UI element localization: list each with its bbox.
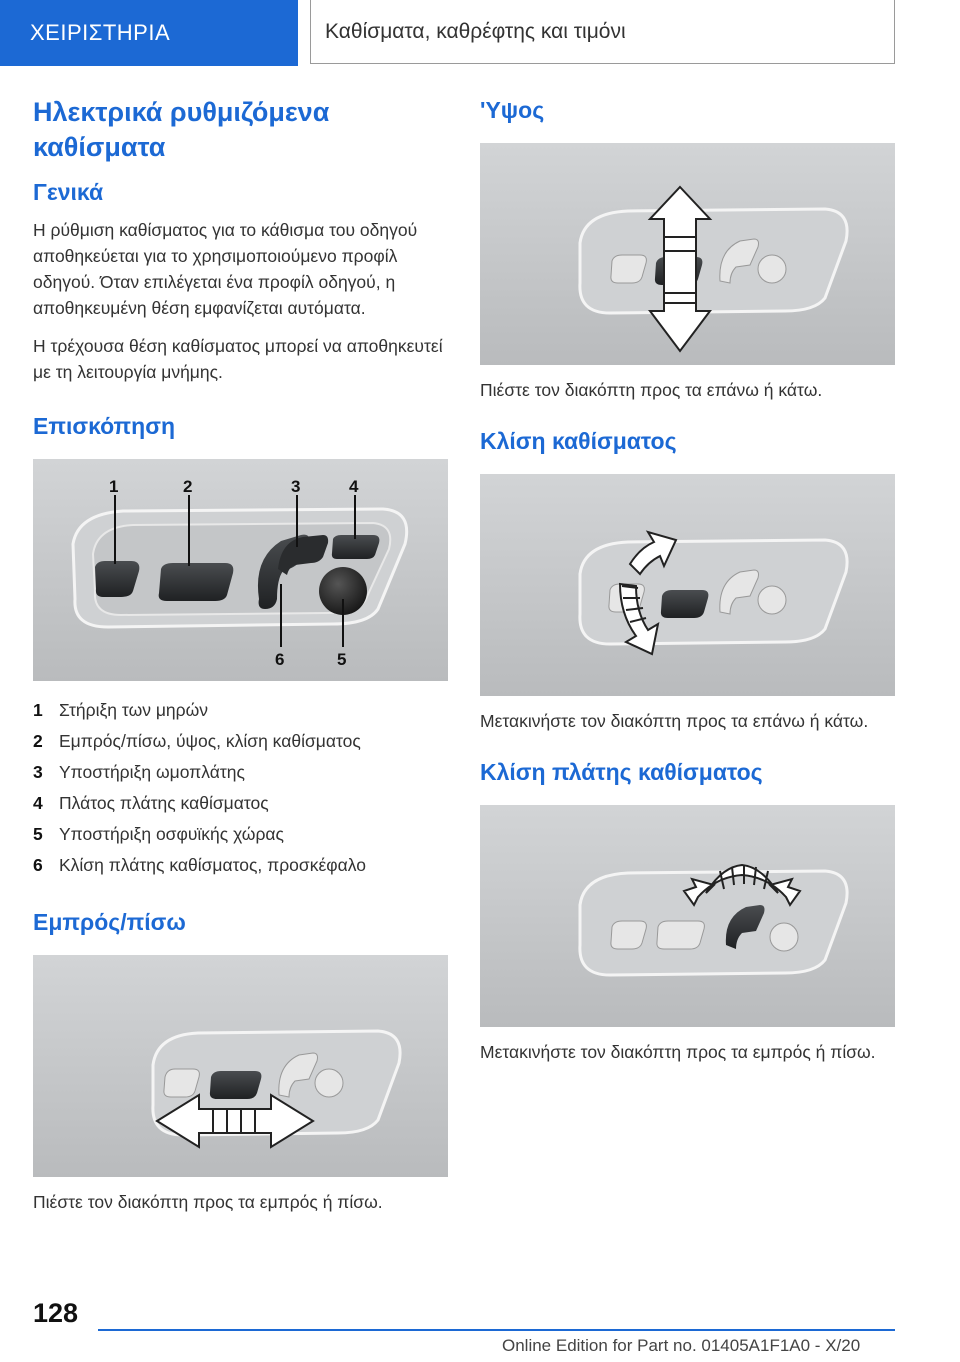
- height-caption: Πιέστε τον διακόπτη προς τα επάνω ή κάτω.: [480, 380, 823, 400]
- callout-3: 3: [291, 477, 301, 496]
- backrest-illustration: [480, 805, 895, 1027]
- general-heading: Γενικά: [33, 179, 104, 205]
- forward-back-caption: Πιέστε τον διακόπτη προς τα εμπρός ή πίσω.: [33, 1192, 383, 1212]
- item-number: 3: [33, 762, 43, 782]
- item-number: 5: [33, 824, 43, 844]
- section-title: Καθίσματα, καθρέφτης και τιμόνι: [310, 0, 895, 64]
- page-title: Ηλεκτρικά ρυθμιζόμενα καθίσματα: [33, 97, 330, 162]
- item-text: Πλάτος πλάτης καθίσματος: [59, 793, 269, 813]
- overview-heading: Επισκόπηση: [33, 413, 175, 439]
- list-item: [33, 788, 448, 819]
- callout-6: 6: [275, 650, 285, 669]
- backrest-heading: Κλίση πλάτης καθίσματος: [480, 759, 763, 785]
- backrest-caption: Μετακινήστε τον διακόπτη προς τα εμπρός ή πίσω.: [480, 1042, 876, 1062]
- item-text: Κλίση πλάτης καθίσματος, προσκέφαλο: [59, 855, 366, 875]
- item-text: Υποστήριξη οσφυϊκής χώρας: [59, 824, 284, 844]
- overview-illustration: [33, 459, 448, 681]
- item-number: 1: [33, 700, 43, 720]
- page-header: [0, 0, 960, 66]
- right-column: [480, 95, 895, 1066]
- page-number: 128: [33, 1298, 79, 1328]
- list-item: [33, 695, 448, 726]
- list-item: [33, 819, 448, 850]
- list-item: [33, 850, 448, 881]
- general-paragraph-1: Η ρύθμιση καθίσματος για το κάθισμα του οδηγού αποθηκεύεται για το χρησιμοποιούμενο προφίλ οδηγού. Όταν επιλέγεται ένα προφίλ οδηγού, η αποθηκευμένη θέση εμφανίζεται αυτόματα.: [33, 220, 418, 318]
- forward-back-illustration: [33, 955, 448, 1177]
- general-paragraph-2: Η τρέχουσα θέση καθίσματος μπορεί να αποθηκευτεί με τη λειτουργία μνήμης.: [33, 336, 443, 382]
- item-number: 4: [33, 793, 43, 813]
- item-text: Υποστήριξη ωμοπλάτης: [59, 762, 245, 782]
- item-text: Εμπρός/πίσω, ύψος, κλίση καθίσματος: [59, 731, 361, 751]
- list-item: [33, 757, 448, 788]
- footer-edition: Online Edition for Part no. 01405A1F1A0 - X/20: [502, 1336, 861, 1355]
- callout-4: 4: [349, 477, 359, 496]
- chapter-tab[interactable]: ΧΕΙΡΙΣΤΗΡΙΑ: [0, 0, 298, 66]
- item-number: 6: [33, 855, 43, 875]
- callout-5: 5: [337, 650, 347, 669]
- overview-legend: [33, 695, 448, 881]
- forward-back-heading: Εμπρός/πίσω: [33, 909, 186, 935]
- height-heading: 'Υψος: [480, 97, 545, 123]
- list-item: [33, 726, 448, 757]
- tilt-caption: Μετακινήστε τον διακόπτη προς τα επάνω ή κάτω.: [480, 711, 869, 731]
- tilt-illustration: [480, 474, 895, 696]
- tilt-heading: Κλίση καθίσματος: [480, 428, 677, 454]
- left-column: [33, 95, 448, 1216]
- item-text: Στήριξη των μηρών: [59, 700, 209, 720]
- callout-2: 2: [183, 477, 193, 496]
- item-number: 2: [33, 731, 43, 751]
- footer-divider: [98, 1329, 895, 1331]
- callout-1: 1: [109, 477, 119, 496]
- height-illustration: [480, 143, 895, 365]
